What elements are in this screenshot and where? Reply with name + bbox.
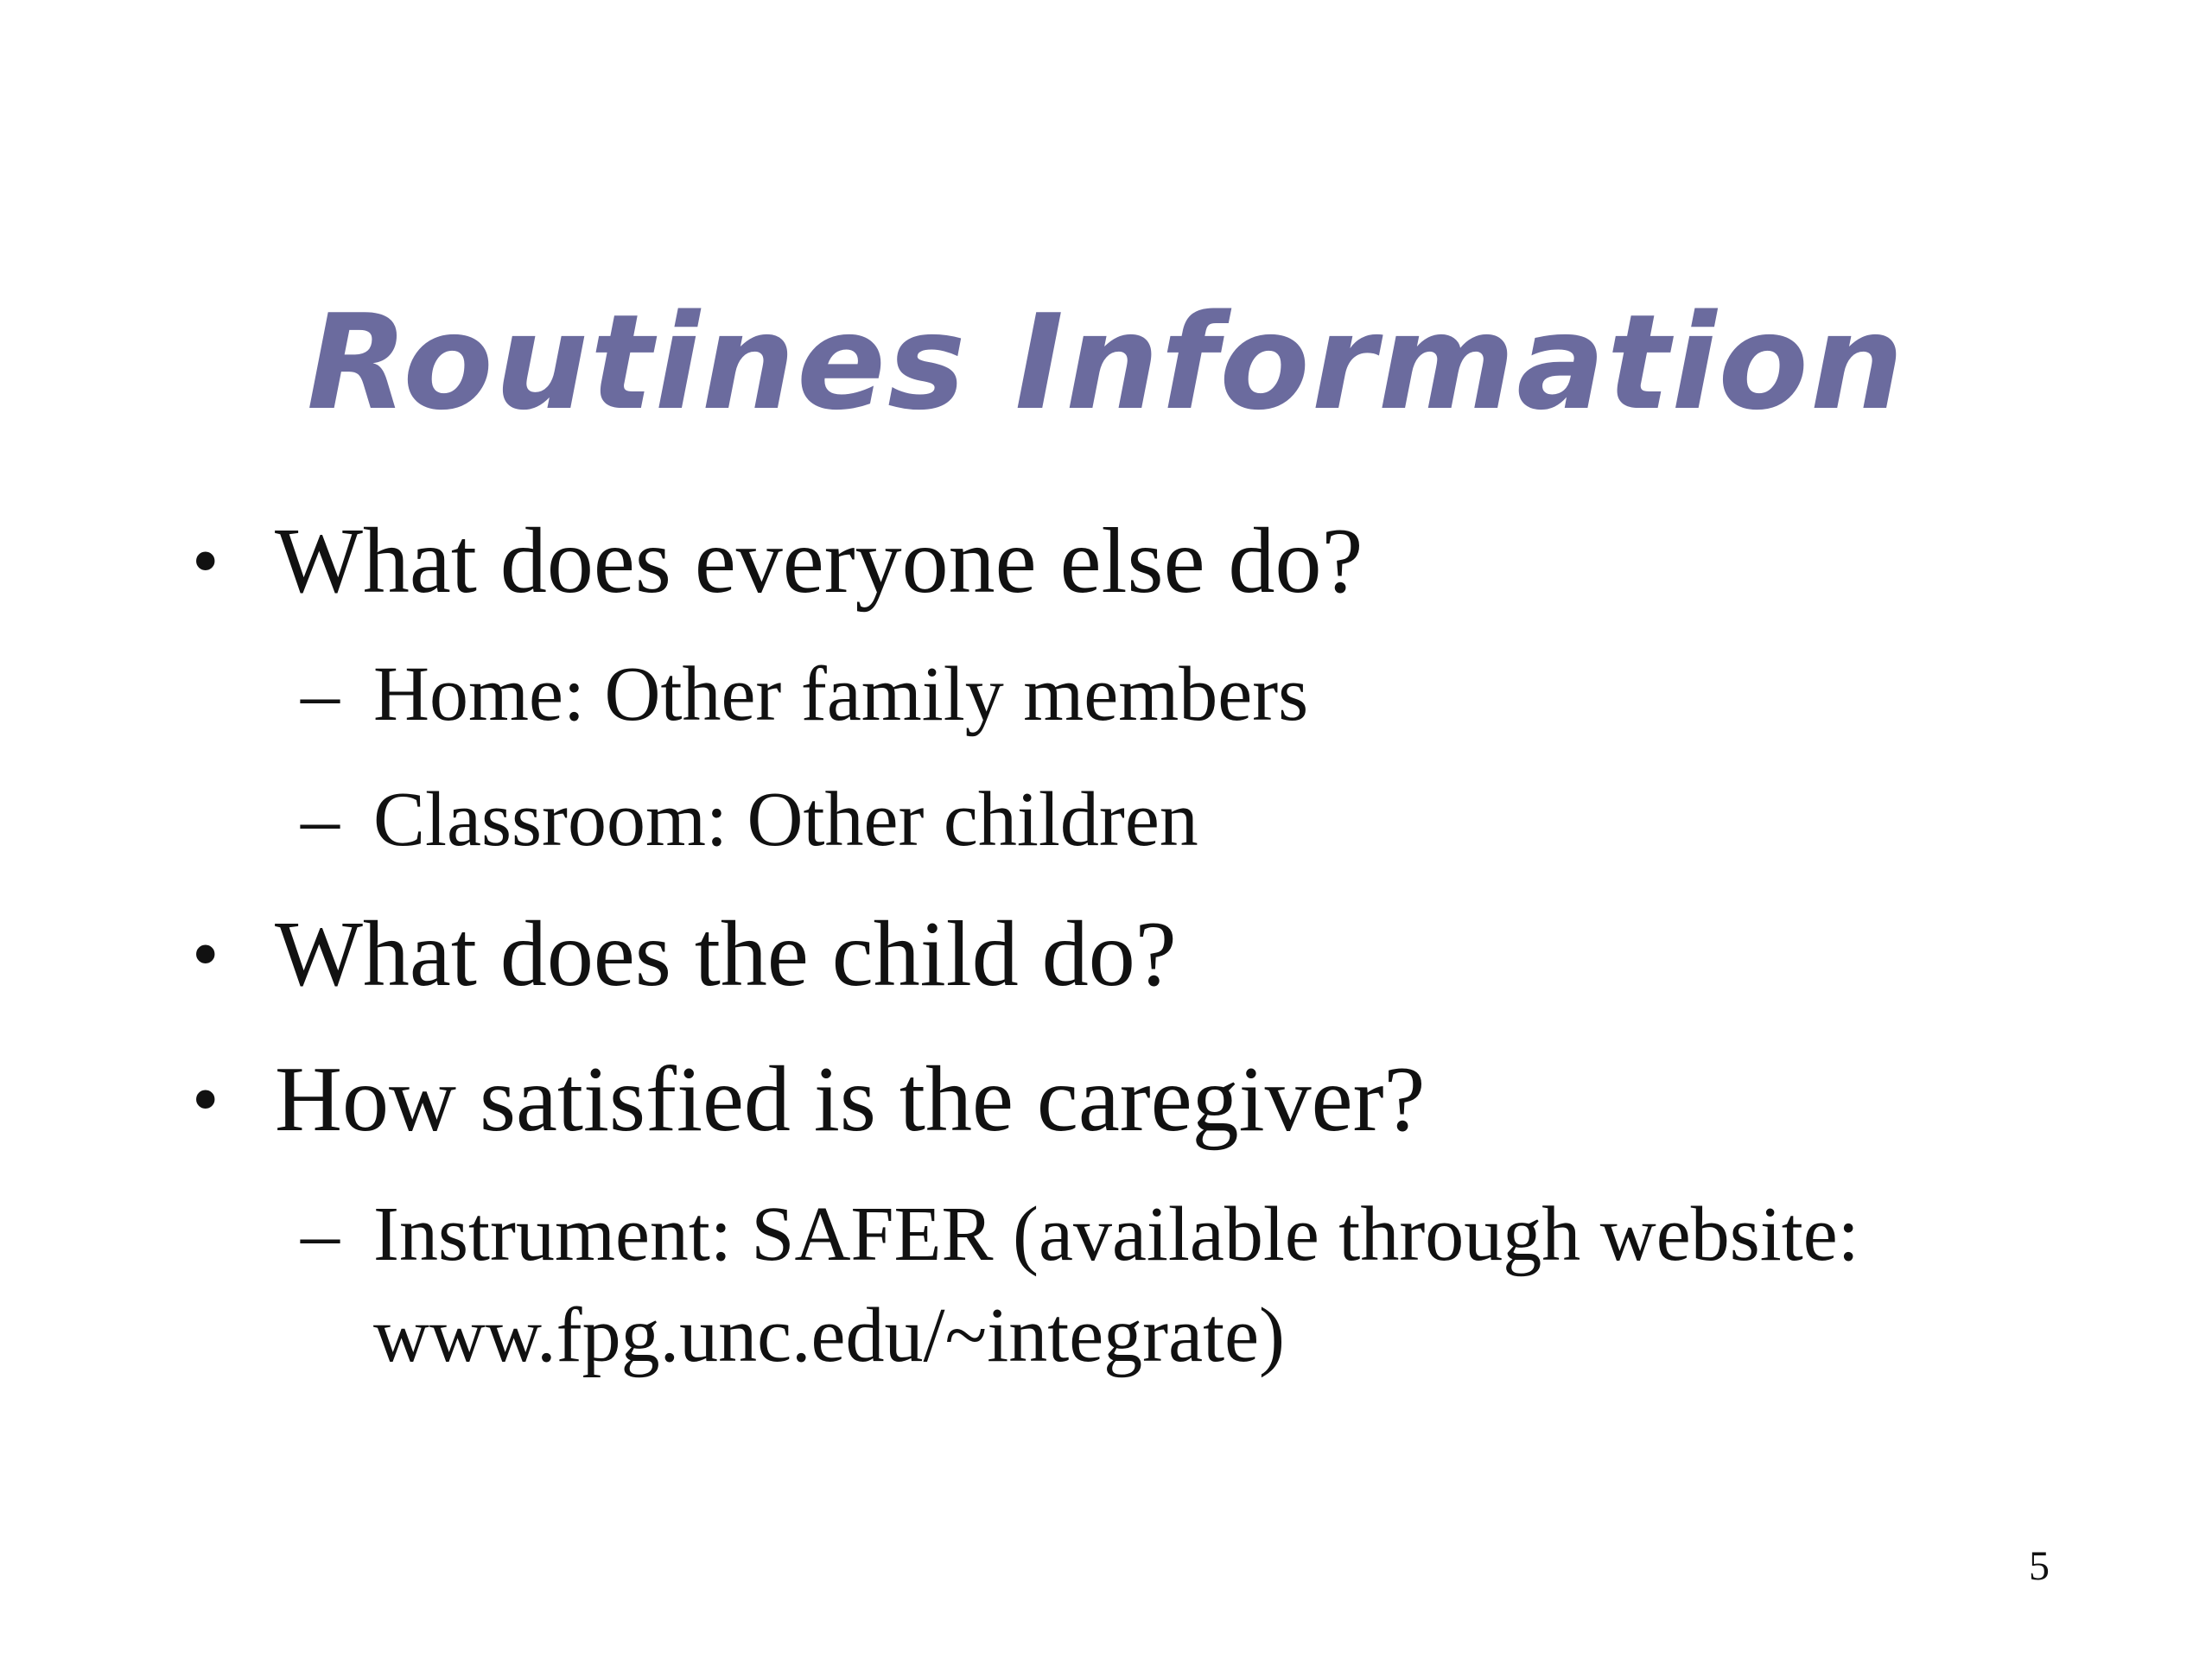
page-number: 5 xyxy=(2029,1543,2050,1589)
sub-item-text: Classroom: Other children xyxy=(373,777,1198,862)
website-url-text[interactable]: www.fpg.unc.edu/~integrate) xyxy=(373,1293,1285,1378)
slide-title: Routines Information xyxy=(306,286,1906,439)
bullet-marker: • xyxy=(192,518,219,604)
dash-marker: – xyxy=(301,777,340,862)
sub-item-text: Instrument: SAFER (available through website: xyxy=(373,1192,1859,1277)
bullet-text: How satisfied is the caregiver? xyxy=(275,1048,1426,1151)
bullet-marker: • xyxy=(192,912,219,997)
dash-marker: – xyxy=(301,652,340,737)
bullet-text: What does the child do? xyxy=(275,903,1177,1006)
bullet-marker: • xyxy=(192,1057,219,1142)
sub-item-text: Home: Other family members xyxy=(373,652,1309,737)
bullet-text: What does everyone else do? xyxy=(275,510,1363,613)
dash-marker: – xyxy=(301,1192,340,1277)
